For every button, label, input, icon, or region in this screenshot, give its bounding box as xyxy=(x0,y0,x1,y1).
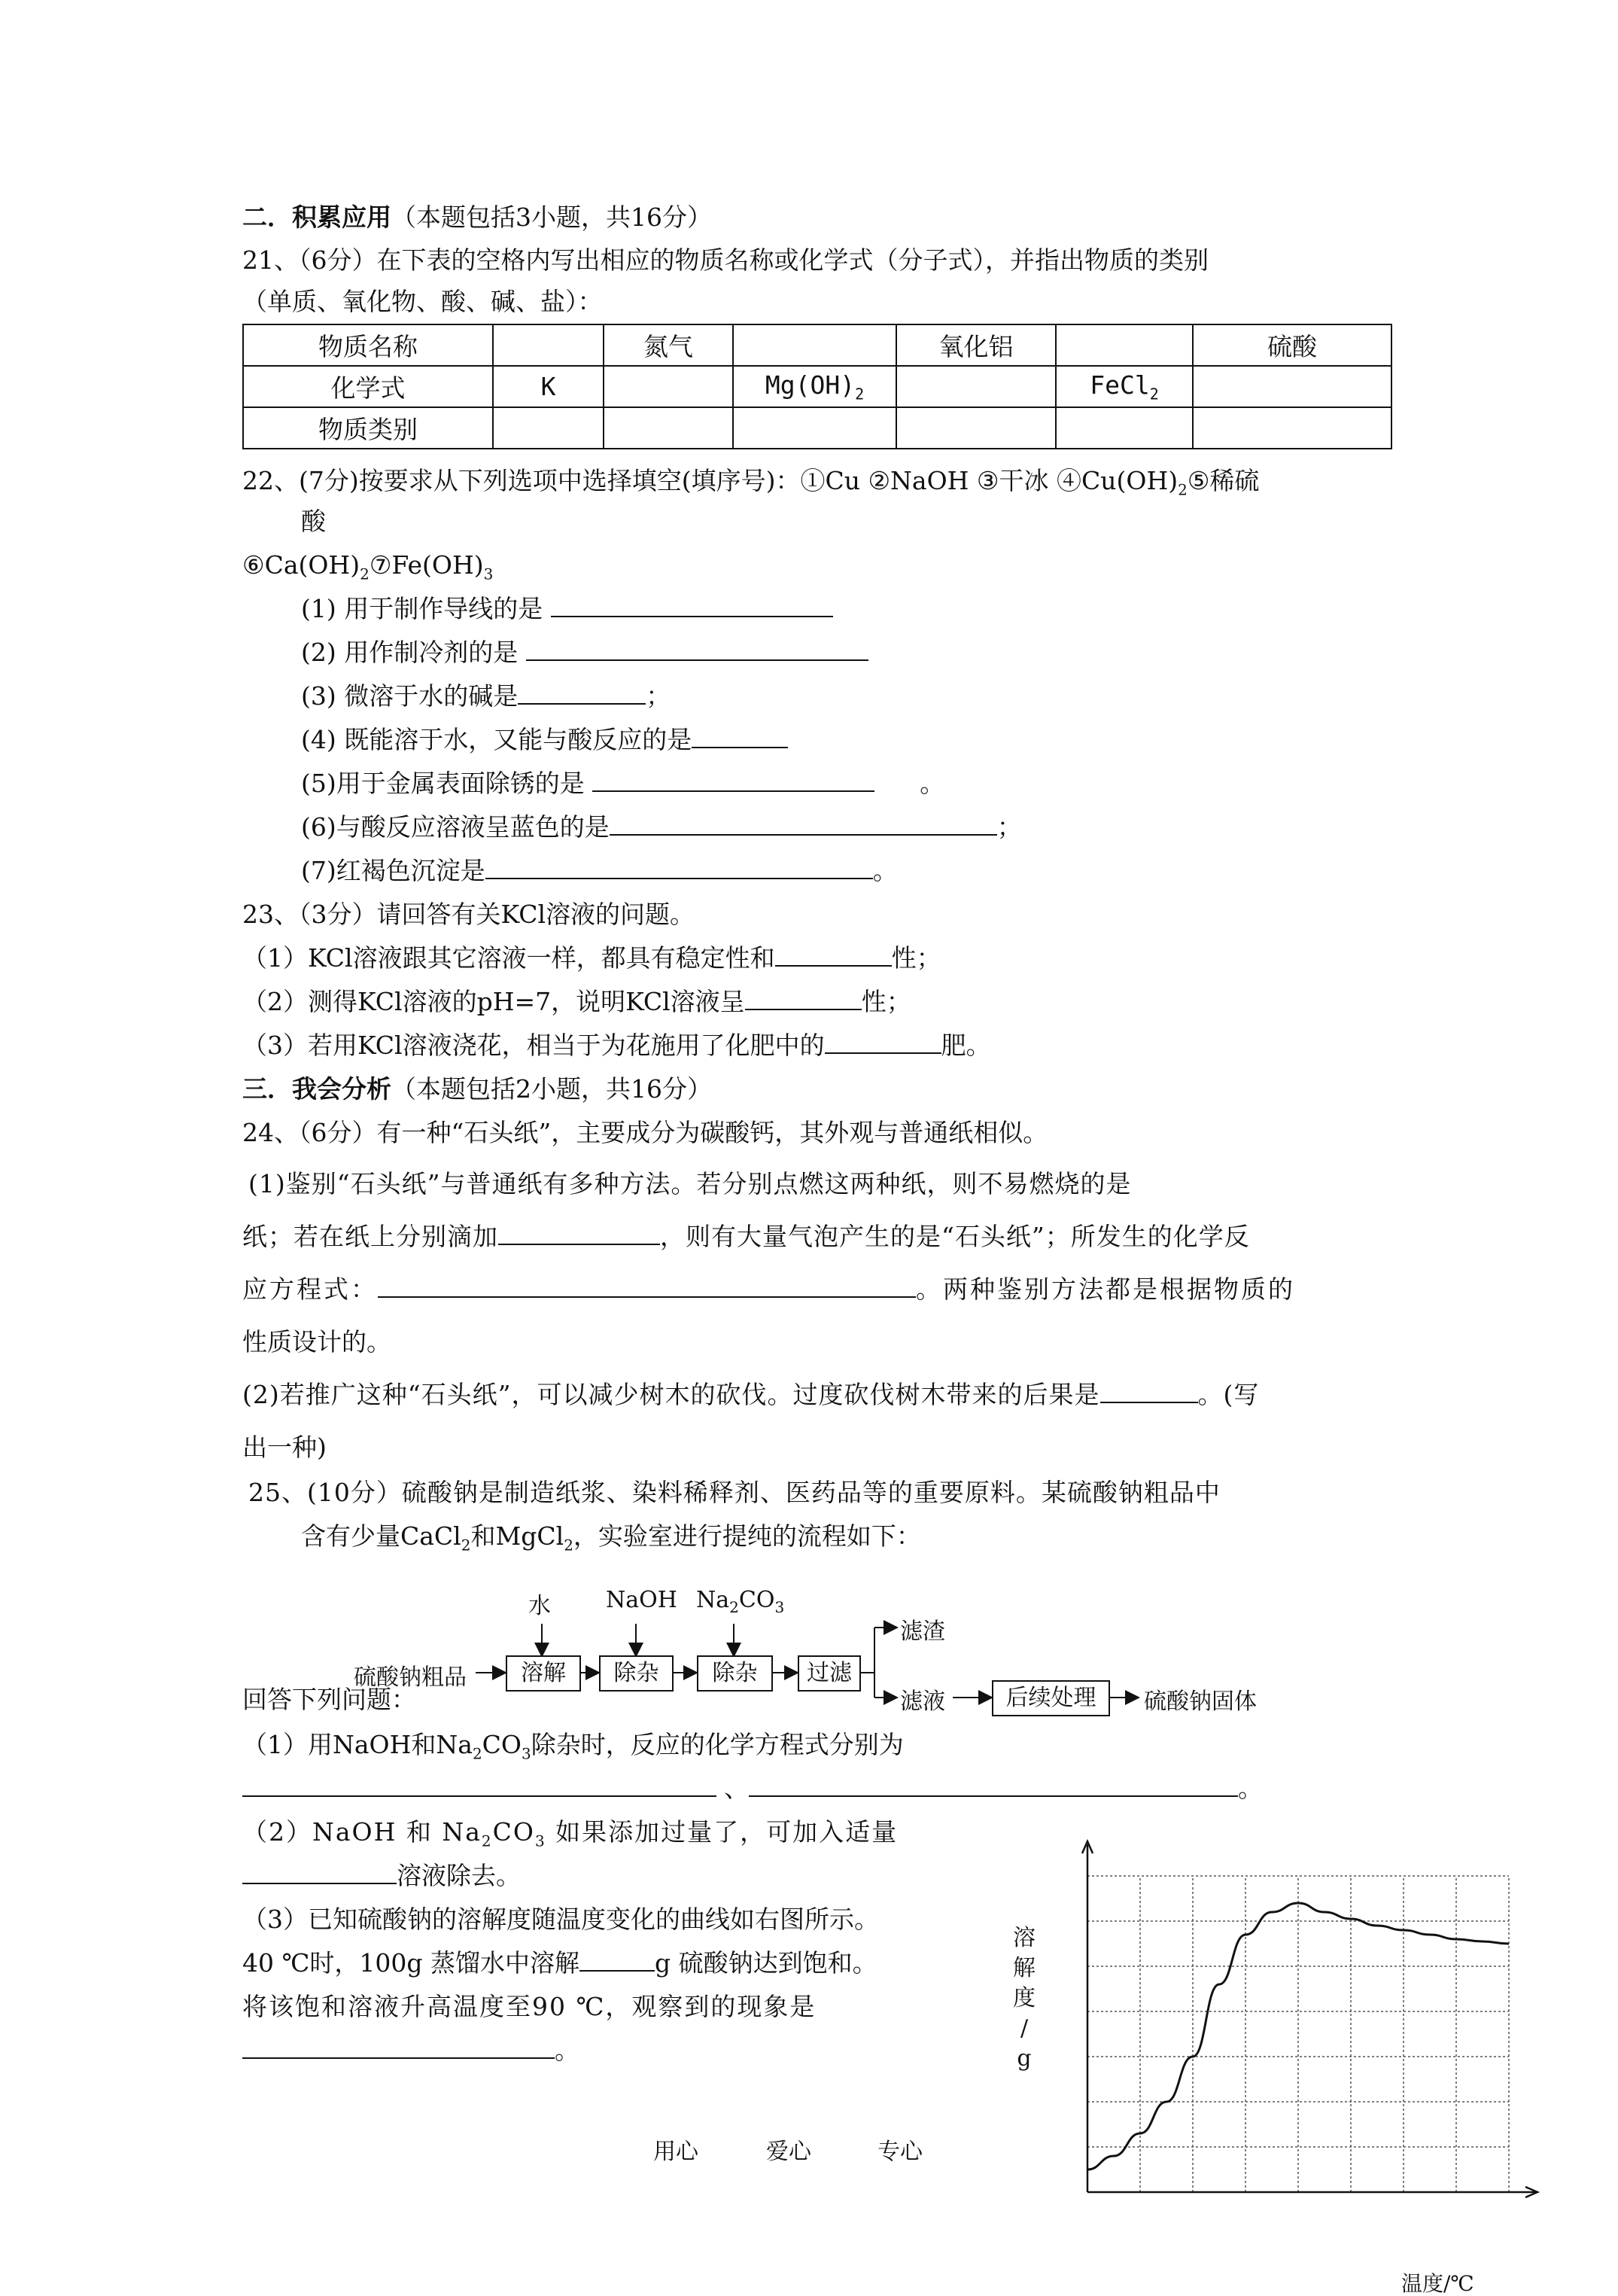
q25-text: 除杂时，反应的化学方程式分别为 xyxy=(531,1730,904,1759)
q25-text: 含有少量CaCl xyxy=(301,1521,461,1551)
q23-item-post: 性； xyxy=(891,943,941,973)
q25-s2b xyxy=(242,1860,521,1892)
q24-p4: 性质设计的。 xyxy=(242,1327,391,1357)
flow-box-filter: 过滤 xyxy=(798,1655,861,1692)
section3-title: 三．我会分析 xyxy=(242,1074,391,1104)
q22-item-label: (4) 既能溶于水，又能与酸反应的是 xyxy=(301,725,692,754)
punctuation: 。 xyxy=(555,2036,579,2065)
q25-s6 xyxy=(242,2035,579,2066)
q25-s5: 将该饱和溶液升高温度至90 ℃，观察到的现象是 xyxy=(242,1992,817,2021)
q25-text: g 硫酸钠达到饱和。 xyxy=(655,1948,877,1978)
q24-text: (2)若推广这种“石头纸”，可以减少树木的砍伐。过度砍伐树木带来的后果是 xyxy=(242,1380,1100,1409)
formula-subscript: 2 xyxy=(1178,480,1188,499)
q25-s1 xyxy=(242,1729,904,1770)
formula-text: Na xyxy=(696,1587,730,1613)
q21-line1: 21、（6分）在下表的空格内写出相应的物质名称或化学式（分子式），并指出物质的类别 xyxy=(242,245,1209,275)
table-cell: K xyxy=(493,366,604,407)
q25-line1: 25、(10分）硫酸钠是制造纸浆、染料稀释剂、医药品等的重要原料。某硫酸钠粗品中 xyxy=(248,1478,1221,1507)
punctuation: 、 xyxy=(724,1774,749,1803)
q22-line2: 酸 xyxy=(301,507,326,536)
answer-blank[interactable] xyxy=(242,2035,555,2059)
q22-option7: ⑦Fe(OH) xyxy=(369,550,484,580)
flow-start: 硫酸钠粗品 xyxy=(354,1664,467,1691)
q23-title: 23、（3分）请回答有关KCl溶液的问题。 xyxy=(242,900,695,929)
q24-title: 24、（6分）有一种“石头纸”，主要成分为碳酸钙，其外观与普通纸相似。 xyxy=(242,1118,1048,1147)
flow-end: 硫酸钠固体 xyxy=(1144,1689,1257,1715)
ylabel-char: 溶 xyxy=(1013,1925,1036,1951)
ylabel-char: g xyxy=(1017,2045,1032,2072)
punctuation: 。 xyxy=(1238,1774,1263,1803)
q24-text: 。两种鉴别方法都是根据物质的 xyxy=(916,1274,1295,1304)
chart-xlabel: 温度/℃ xyxy=(1401,2271,1474,2296)
q25-text: 40 ℃时，100g 蒸馏水中溶解 xyxy=(242,1948,579,1978)
formula-subscript: 3 xyxy=(483,565,494,583)
chart-ylabel xyxy=(1011,1923,1037,2074)
q25-text: CO xyxy=(492,1817,535,1847)
flow-residue: 滤渣 xyxy=(900,1618,945,1645)
section3-note: （本题包括2小题，共16分） xyxy=(391,1074,712,1104)
section2-note: （本题包括3小题，共16分） xyxy=(391,202,712,232)
q25-text: 如果添加过量了，可加入适量 xyxy=(546,1817,899,1847)
q25-text: （1）用NaOH和Na xyxy=(242,1730,473,1759)
q23-item-post: 肥。 xyxy=(941,1031,991,1060)
punctuation: 。 xyxy=(872,856,898,885)
ylabel-char: 度 xyxy=(1013,1985,1036,2011)
punctuation: ； xyxy=(646,681,671,711)
q24-text: 。(写 xyxy=(1197,1380,1260,1409)
formula-subscript: 2 xyxy=(481,1832,493,1850)
formula-subscript: 2 xyxy=(461,1536,471,1555)
flow-box-post: 后续处理 xyxy=(992,1680,1110,1716)
punctuation: 。 xyxy=(920,769,945,798)
answer-blank[interactable] xyxy=(242,1773,716,1797)
table-cell: 化学式 xyxy=(243,366,493,407)
flow-box-dissolve: 溶解 xyxy=(506,1655,581,1692)
q24-text: 应方程式： xyxy=(242,1274,378,1304)
q22-item-label: (6)与酸反应溶液呈蓝色的是 xyxy=(301,812,610,842)
formula-subscript: 3 xyxy=(774,1598,785,1616)
formula-subscript: 2 xyxy=(855,385,865,403)
q22-item-label: (3) 微溶于水的碱是 xyxy=(301,681,519,711)
ylabel-char: 解 xyxy=(1013,1955,1036,1981)
q25-answer-heading: 回答下列问题： xyxy=(242,1685,416,1714)
footer-text: 专心 xyxy=(877,2139,923,2165)
q24-text: ，则有大量气泡产生的是“石头纸”；所发生的化学反 xyxy=(660,1222,1250,1251)
formula-subscript: 2 xyxy=(472,1744,482,1763)
table-cell: 氧化铝 xyxy=(896,324,1056,366)
reagent-water: 水 xyxy=(528,1593,551,1619)
answer-blank[interactable] xyxy=(242,1860,397,1884)
formula-subscript: 2 xyxy=(1149,385,1159,403)
footer-text: 爱心 xyxy=(766,2139,811,2165)
reagent-naoh: NaOH xyxy=(606,1587,677,1613)
punctuation: ； xyxy=(996,812,1022,842)
formula-text: Mg(OH) xyxy=(765,370,856,400)
q24-text: 纸；若在纸上分别滴加 xyxy=(242,1222,498,1251)
q25-s2 xyxy=(242,1816,898,1857)
formula-text: CO xyxy=(738,1587,775,1613)
flow-filtrate: 滤液 xyxy=(900,1689,945,1715)
footer-text: 用心 xyxy=(653,2139,698,2165)
q22-item-label: (7)红褐色沉淀是 xyxy=(301,856,485,885)
q23-item-text: （2）测得KCl溶液的pH=7，说明KCl溶液呈 xyxy=(242,987,745,1016)
q25-text: 溶液除去。 xyxy=(397,1861,521,1890)
table-cell: 氮气 xyxy=(604,324,733,366)
answer-blank[interactable] xyxy=(579,1947,655,1972)
q23-item-text: （1）KCl溶液跟其它溶液一样，都具有稳定性和 xyxy=(242,943,775,973)
chart-axes xyxy=(1082,1841,1537,2197)
answer-blank[interactable] xyxy=(749,1773,1238,1797)
q25-text: （2）NaOH 和 Na xyxy=(242,1817,482,1847)
q25-text: 和MgCl xyxy=(470,1521,564,1551)
formula-subscript: 3 xyxy=(534,1832,546,1850)
formula-text: FeCl xyxy=(1090,370,1150,400)
q23-item-post: 性； xyxy=(861,987,911,1016)
flow-box-remove2: 除杂 xyxy=(697,1655,773,1692)
q22-item-label: (5)用于金属表面除锈的是 xyxy=(301,769,585,798)
q22-option6: ⑥Ca(OH) xyxy=(242,550,360,580)
q25-s4 xyxy=(242,1947,877,1979)
section2-title: 二．积累应用 xyxy=(242,202,391,232)
q22-item-label: (2) 用作制冷剂的是 xyxy=(301,638,519,667)
q25-s3: （3）已知硫酸钠的溶解度随温度变化的曲线如右图所示。 xyxy=(242,1905,879,1934)
formula-subscript: 3 xyxy=(521,1744,531,1763)
chart-grid xyxy=(1087,1876,1509,2192)
q22-item-label: (1) 用于制作导线的是 xyxy=(301,594,543,623)
ylabel-char: / xyxy=(1020,2015,1029,2042)
table-cell: 硫酸 xyxy=(1193,324,1391,366)
formula-subscript: 2 xyxy=(564,1536,573,1555)
formula-subscript: 2 xyxy=(729,1598,739,1616)
formula-subscript: 2 xyxy=(360,565,370,583)
q25-s1-blanks xyxy=(242,1773,1263,1804)
flow-box-remove1: 除杂 xyxy=(599,1655,674,1692)
q23-item-text: （3）若用KCl溶液浇花，相当于为花施用了化肥中的 xyxy=(242,1031,825,1060)
table-cell: 物质名称 xyxy=(243,324,493,366)
q22-text: 22、(7分)按要求从下列选项中选择填空(填序号)：①Cu ②NaOH ③干冰 ④Cu(OH) xyxy=(242,466,1179,495)
q21-line2: （单质、氧化物、酸、碱、盐）： xyxy=(242,287,603,316)
q24-p6: 出一种) xyxy=(242,1433,327,1462)
reagent-na2co3 xyxy=(696,1587,784,1616)
q22-tail: ⑤稀硫 xyxy=(1187,466,1260,495)
q24-p1: (1)鉴别“石头纸”与普通纸有多种方法。若分别点燃这两种纸，则不易燃烧的是 xyxy=(248,1169,1132,1198)
solubility-chart xyxy=(993,1837,1550,2258)
table-cell: 物质类别 xyxy=(243,407,493,449)
q25-text: CO xyxy=(482,1730,522,1759)
q25-text: ，实验室进行提纯的流程如下： xyxy=(573,1521,921,1551)
